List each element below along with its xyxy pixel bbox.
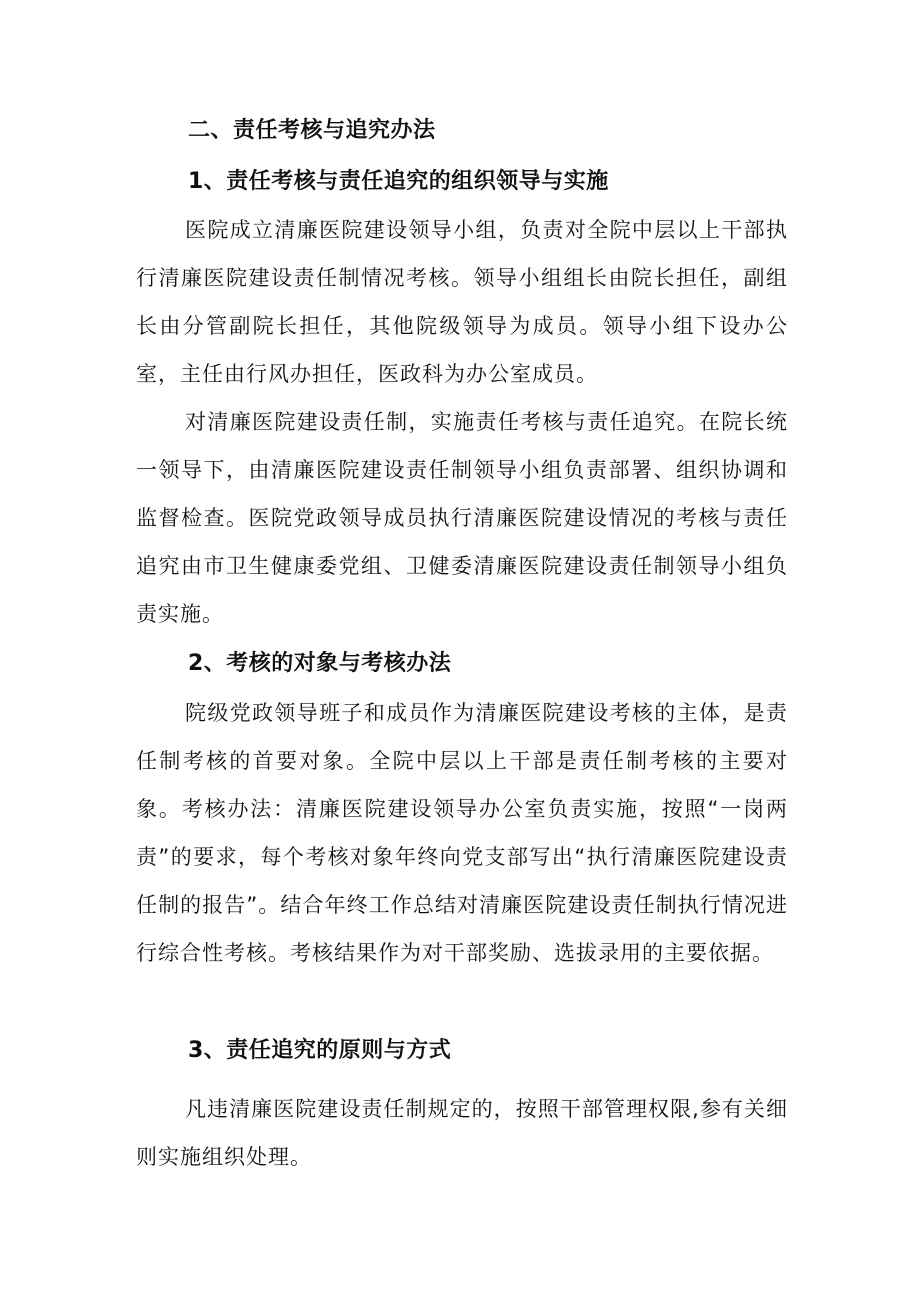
heading-organization-leadership: 1、责任考核与责任追究的组织领导与实施 [188,169,609,194]
paragraph-accountability: 对清廉医院建设责任制，实施责任考核与责任追究。在院长统一领导下，由清廉医院建设责任制领导小组负责部署、组织协调和监督检查。医院党政领导成员执行清廉医院建设情况的考核与责任追究由市卫生健康委党组、卫健委清廉医院建设责任制领导小组负责实施。 [136,410,788,626]
section-title: 二、责任考核与追究办法 [188,118,436,143]
paragraph-violation-handling: 凡违清廉医院建设责任制规定的，按照干部管理权限,参有关细则实施组织处理。 [136,1097,788,1169]
paragraph-leading-group: 医院成立清廉医院建设领导小组，负责对全院中层以上干部执行清廉医院建设责任制情况考核。领导小组组长由院长担任，副组长由分管副院长担任，其他院级领导为成员。领导小组下设办公室，主任由行风办担任，医政科为办公室成员。 [136,218,788,386]
heading-assessment-objects: 2、考核的对象与考核办法 [188,651,452,676]
paragraph-assessment-method: 院级党政领导班子和成员作为清廉医院建设考核的主体，是责任制考核的首要对象。全院中层以上干部是责任制考核的主要对象。考核办法：清廉医院建设领导办公室负责实施，按照“一岗两责”的要求，每个考核对象年终向党支部写出“执行清廉医院建设责任制的报告”。结合年终工作总结对清廉医院建设责任制执行情况进行综合性考核。考核结果作为对干部奖励、选拔录用的主要依据。 [136,701,788,965]
heading-accountability-principles: 3、责任追究的原则与方式 [188,1038,452,1063]
